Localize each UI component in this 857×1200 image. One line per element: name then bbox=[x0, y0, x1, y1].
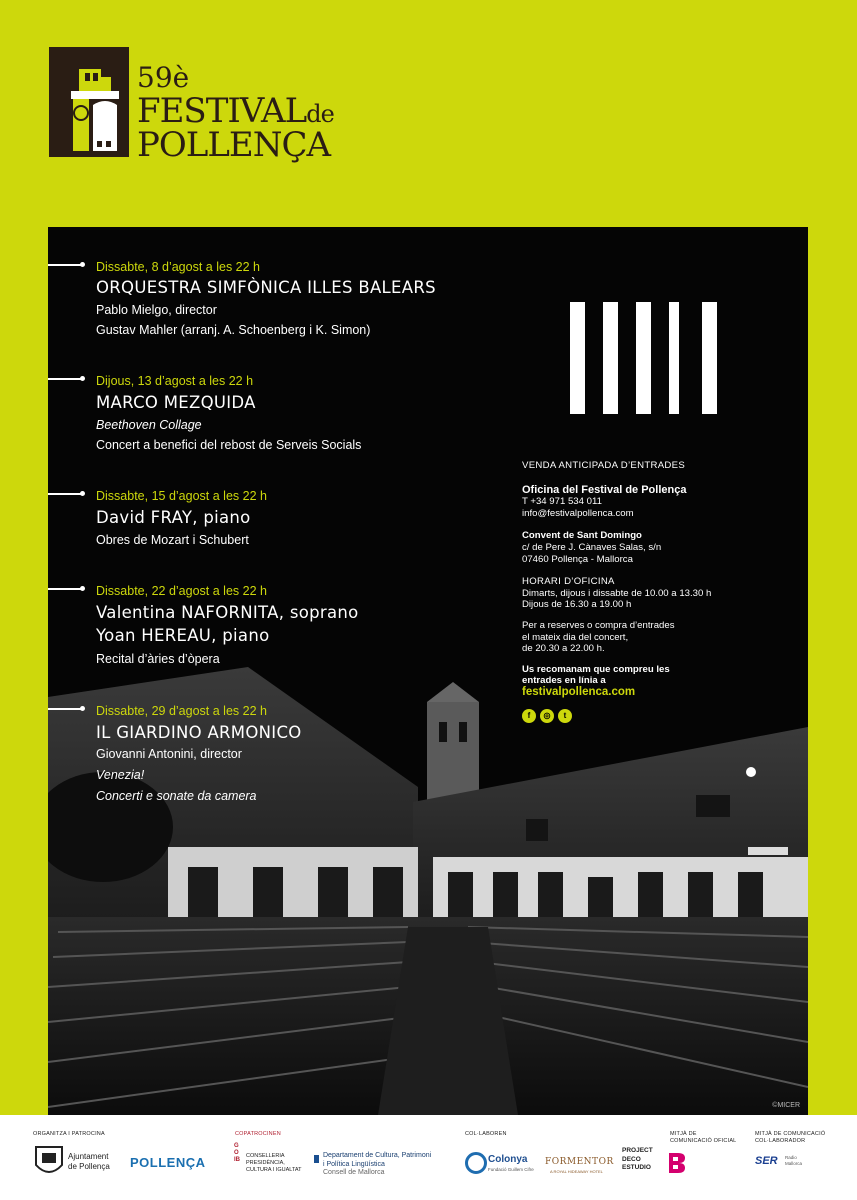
festival-name-line2: POLLENÇA bbox=[137, 125, 331, 165]
event-marker bbox=[80, 262, 85, 267]
event-title: David FRAY, piano bbox=[96, 508, 251, 527]
office-email[interactable]: info@festivalpollenca.com bbox=[522, 507, 634, 519]
event-detail: Venezia! bbox=[96, 768, 145, 782]
pollenca-logo: POLLENÇA bbox=[130, 1155, 206, 1170]
logo-emblem bbox=[49, 47, 129, 157]
festival-edition: 59è bbox=[137, 61, 190, 94]
ser-logo: SER bbox=[755, 1155, 778, 1167]
venue-name: Convent de Sant Domingo bbox=[522, 530, 642, 542]
event-detail: Obres de Mozart i Schubert bbox=[96, 533, 249, 547]
ticket-info bbox=[522, 460, 752, 723]
event-marker bbox=[80, 376, 85, 381]
event-title: ORQUESTRA SIMFÒNICA ILLES BALEARS bbox=[96, 278, 436, 297]
ser-sub: Radio Mallorca bbox=[785, 1155, 803, 1166]
event-title-secondary: Yoan HEREAU, piano bbox=[96, 626, 270, 645]
ajuntament-logo: Ajuntament de Pollença bbox=[68, 1152, 110, 1171]
instagram-icon[interactable]: ◎ bbox=[540, 709, 554, 723]
event-detail: Beethoven Collage bbox=[96, 418, 202, 432]
event-divider bbox=[48, 588, 82, 590]
colonya-mark-icon bbox=[465, 1152, 487, 1174]
colonya-logo: Colonya bbox=[488, 1154, 528, 1165]
event-date: Dissabte, 29 d’agost a les 22 h bbox=[96, 704, 267, 718]
facebook-icon[interactable]: f bbox=[522, 709, 536, 723]
formentor-logo: FORMENTOR bbox=[545, 1157, 614, 1167]
conselleria-logo: CONSELLERIA PRESIDÈNCIA, CULTURA I IGUALTAT bbox=[246, 1153, 302, 1173]
ajuntament-shield-icon bbox=[34, 1145, 64, 1179]
social-links bbox=[522, 709, 752, 723]
event-divider bbox=[48, 378, 82, 380]
event-title: Valentina NAFORNITA, soprano bbox=[96, 603, 359, 622]
event-detail: Giovanni Antonini, director bbox=[96, 747, 242, 761]
venue-address: c/ de Pere J. Cànaves Salas, s/n bbox=[522, 541, 662, 553]
media-collab-label: MITJÀ DE COMUNICACIÓ COL·LABORADOR bbox=[755, 1131, 826, 1144]
photo-credit: ©MICER bbox=[772, 1102, 800, 1109]
reserve-line: de 20.30 a 22.00 h. bbox=[522, 643, 605, 655]
sponsors-bar bbox=[0, 1115, 857, 1200]
consell-mark-icon bbox=[314, 1155, 319, 1163]
hours-line: Dimarts, dijous i dissabte de 10.00 a 13.30 h bbox=[522, 587, 712, 599]
website-link[interactable]: festivalpollenca.com bbox=[522, 685, 636, 698]
event-title: IL GIARDINO ARMONICO bbox=[96, 723, 302, 742]
event-marker bbox=[80, 586, 85, 591]
venue-city: 07460 Pollença - Mallorca bbox=[522, 553, 633, 565]
hours-heading: HORARI D’OFICINA bbox=[522, 576, 615, 588]
event-marker bbox=[80, 491, 85, 496]
collaboren-label: COL·LABOREN bbox=[465, 1131, 507, 1137]
hours-line: Dijous de 16.30 a 19.00 h bbox=[522, 599, 632, 611]
consell-logo: Departament de Cultura, Patrimoni i Política Lingüística Consell de Mallorca bbox=[323, 1152, 432, 1176]
office-phone[interactable]: T +34 971 534 011 bbox=[522, 496, 602, 508]
event-detail: Recital d’àries d’òpera bbox=[96, 652, 220, 666]
online-line: Us recomanam que compreu les bbox=[522, 663, 670, 675]
event-date: Dissabte, 22 d’agost a les 22 h bbox=[96, 584, 267, 598]
colonya-sub: Fundació Guillem Cifre bbox=[488, 1167, 534, 1172]
event-date: Dissabte, 15 d’agost a les 22 h bbox=[96, 489, 267, 503]
reserve-line: Per a reserves o compra d’entrades bbox=[522, 619, 675, 631]
event-detail: Pablo Mielgo, director bbox=[96, 303, 217, 317]
ib3-logo-icon bbox=[669, 1153, 685, 1173]
event-title: MARCO MEZQUIDA bbox=[96, 393, 256, 412]
media-official-label: MITJÀ DE COMUNICACIÓ OFICIAL bbox=[670, 1131, 737, 1144]
festival-name-line1: FESTIVALde bbox=[137, 91, 334, 131]
event-date: Dijous, 13 d’agost a les 22 h bbox=[96, 374, 254, 388]
copatrocinen-label: COPATROCINEN bbox=[235, 1131, 281, 1137]
formentor-sub: A ROYAL HIDEAWAY HOTEL bbox=[550, 1169, 603, 1174]
twitter-icon[interactable]: t bbox=[558, 709, 572, 723]
program-panel bbox=[48, 227, 808, 1115]
event-divider bbox=[48, 708, 82, 710]
office-name: Oficina del Festival de Pollença bbox=[522, 483, 687, 496]
online-line: entrades en línia a bbox=[522, 675, 606, 687]
event-detail: Concerti e sonate da camera bbox=[96, 789, 257, 803]
event-marker bbox=[80, 706, 85, 711]
event-detail: Gustav Mahler (arranj. A. Schoenberg i K. Simon) bbox=[96, 323, 371, 337]
ticket-heading: VENDA ANTICIPADA D’ENTRADES bbox=[522, 460, 686, 471]
event-date: Dissabte, 8 d’agost a les 22 h bbox=[96, 260, 260, 274]
piano-keys-graphic bbox=[569, 227, 729, 417]
event-divider bbox=[48, 264, 82, 266]
event-detail: Concert a benefici del rebost de Serveis Socials bbox=[96, 438, 362, 452]
govern-logo: GOIB bbox=[234, 1143, 240, 1163]
organitza-label: ORGANITZA I PATROCINA bbox=[33, 1131, 105, 1137]
project-deco-logo: PROJECT DECO ESTUDIO bbox=[622, 1147, 653, 1171]
reserve-line: el mateix dia del concert, bbox=[522, 631, 629, 643]
event-divider bbox=[48, 493, 82, 495]
